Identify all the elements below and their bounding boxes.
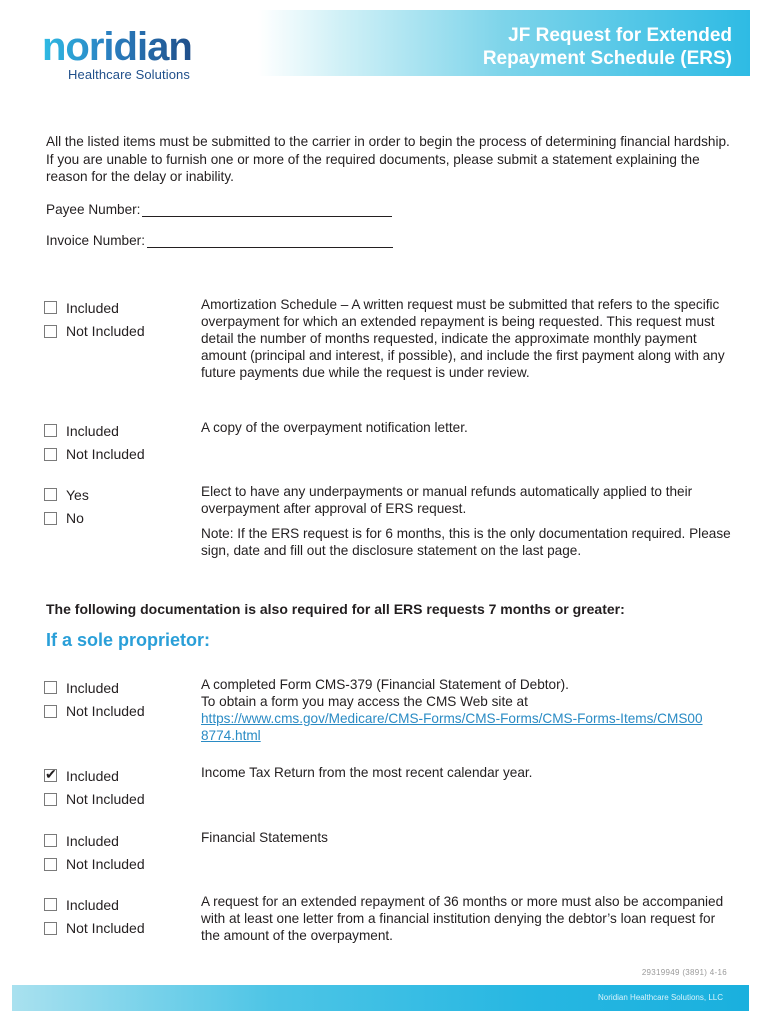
title-banner bbox=[258, 10, 750, 76]
checkbox[interactable] bbox=[44, 834, 57, 847]
item-options-auto-apply bbox=[44, 483, 89, 530]
item-description-amortization bbox=[201, 296, 731, 381]
checkbox[interactable] bbox=[44, 325, 57, 338]
item-description-auto-apply bbox=[201, 483, 731, 559]
checkbox-option[interactable] bbox=[44, 443, 145, 467]
item-description-notification-letter bbox=[201, 419, 731, 436]
checkbox-label: Included bbox=[66, 896, 119, 913]
checkbox[interactable] bbox=[44, 898, 57, 911]
payee-number-label: Payee Number: bbox=[46, 202, 141, 217]
invoice-number-field[interactable] bbox=[46, 233, 393, 248]
page-title-line-1: JF Request for Extended bbox=[508, 25, 732, 46]
checkbox-option[interactable] bbox=[44, 893, 145, 917]
item-options-notification-letter bbox=[44, 419, 145, 466]
invoice-number-label: Invoice Number: bbox=[46, 233, 145, 248]
checkbox-label: Included bbox=[66, 679, 119, 696]
item-note: Note: If the ERS request is for 6 months, this is the only documentation required. Please sign, date and fill out the disclosure statement on the last page. bbox=[201, 526, 731, 558]
item-description-cms-379 bbox=[201, 676, 731, 744]
item-options-cms-379 bbox=[44, 676, 145, 723]
checkbox-label: Included bbox=[66, 422, 119, 439]
requirement-note: The following documentation is also required for all ERS requests 7 months or greater: bbox=[46, 601, 625, 617]
checkbox[interactable] bbox=[44, 705, 57, 718]
document-number: 29319949 (3891) 4-16 bbox=[641, 968, 727, 977]
checkbox[interactable] bbox=[44, 922, 57, 935]
checkbox-label: Not Included bbox=[66, 791, 145, 808]
checkbox-option[interactable] bbox=[44, 483, 89, 507]
checkbox[interactable] bbox=[44, 681, 57, 694]
page-title bbox=[483, 24, 732, 70]
item-text: Income Tax Return from the most recent calendar year. bbox=[201, 765, 533, 780]
payee-number-input[interactable] bbox=[142, 205, 392, 217]
checkbox-label: No bbox=[66, 510, 84, 527]
item-options-denial-letter bbox=[44, 893, 145, 940]
checkbox[interactable] bbox=[44, 424, 57, 437]
footer-company: Noridian Healthcare Solutions, LLC bbox=[598, 993, 723, 1002]
checkbox-option[interactable] bbox=[44, 296, 145, 320]
checkbox[interactable] bbox=[44, 301, 57, 314]
checkbox[interactable] bbox=[44, 858, 57, 871]
item-description-financial-statements bbox=[201, 829, 731, 846]
item-text: A completed Form CMS-379 (Financial Statement of Debtor). bbox=[201, 677, 569, 692]
item-text: A copy of the overpayment notification letter. bbox=[201, 420, 468, 435]
checkbox-label: Included bbox=[66, 299, 119, 316]
checkbox[interactable] bbox=[44, 448, 57, 461]
svg-text:noridian: noridian bbox=[42, 26, 192, 69]
section-heading-sole-proprietor: If a sole proprietor: bbox=[46, 630, 211, 650]
checkbox-option[interactable] bbox=[44, 788, 145, 812]
item-options-amortization bbox=[44, 296, 145, 343]
checkbox-option[interactable] bbox=[44, 764, 145, 788]
checkbox-option[interactable] bbox=[44, 676, 145, 700]
item-text: Elect to have any underpayments or manual refunds automatically applied to their overpayment after approval of ERS request. bbox=[201, 484, 693, 516]
item-text: Financial Statements bbox=[201, 830, 328, 845]
logo-subtitle: Healthcare Solutions bbox=[68, 67, 190, 82]
checkbox-label: Included bbox=[66, 767, 119, 784]
checkbox-option[interactable] bbox=[44, 917, 145, 941]
checkbox[interactable] bbox=[44, 488, 57, 501]
item-text-secondary: To obtain a form you may access the CMS Web site at bbox=[201, 694, 528, 709]
checkbox-option[interactable] bbox=[44, 853, 145, 877]
cms-form-link[interactable]: https://www.cms.gov/Medicare/CMS-Forms/CMS-Forms/CMS-Forms-Items/CMS008774.html bbox=[201, 711, 703, 743]
checkbox-label: Not Included bbox=[66, 446, 145, 463]
invoice-number-input[interactable] bbox=[147, 236, 393, 248]
intro-paragraph: All the listed items must be submitted to the carrier in order to begin the process of determining financial hardship. If you are unable to furnish one or more of the required documents, please submit a statement explaining the reason for the delay or inability. bbox=[46, 134, 730, 184]
checkbox-label: Not Included bbox=[66, 856, 145, 873]
checkbox-label: Included bbox=[66, 832, 119, 849]
checkbox[interactable] bbox=[44, 793, 57, 806]
checkbox-option[interactable] bbox=[44, 320, 145, 344]
checkbox-label: Not Included bbox=[66, 703, 145, 720]
payee-number-field[interactable] bbox=[46, 202, 392, 217]
checkbox[interactable] bbox=[44, 512, 57, 525]
checkbox-label: Not Included bbox=[66, 323, 145, 340]
item-text: Amortization Schedule – A written request must be submitted that refers to the specific overpayment for which an extended repayment is being requested. This request must detail the number of months requested, indicate the approximate monthly payment amount (principal and interest, if possible), and include the first payment along with any future payments due while the request is under review. bbox=[201, 297, 725, 380]
noridian-logo-wordmark bbox=[42, 26, 242, 70]
checkbox-option[interactable] bbox=[44, 700, 145, 724]
item-description-denial-letter bbox=[201, 893, 731, 944]
checkbox-label: Not Included bbox=[66, 920, 145, 937]
item-options-income-tax bbox=[44, 764, 145, 811]
item-options-financial-statements bbox=[44, 829, 145, 876]
checkbox-option[interactable] bbox=[44, 829, 145, 853]
item-text: A request for an extended repayment of 36 months or more must also be accompanied with at least one letter from a financial institution denying the debtor’s loan request for the amount of the overpayment. bbox=[201, 894, 724, 943]
checkbox-option[interactable] bbox=[44, 507, 89, 531]
page-title-line-2: Repayment Schedule (ERS) bbox=[482, 48, 732, 69]
checkbox-checked[interactable] bbox=[44, 769, 57, 782]
item-description-income-tax bbox=[201, 764, 731, 781]
checkbox-option[interactable] bbox=[44, 419, 145, 443]
checkbox-label: Yes bbox=[66, 486, 89, 503]
footer-bar bbox=[12, 985, 749, 1011]
